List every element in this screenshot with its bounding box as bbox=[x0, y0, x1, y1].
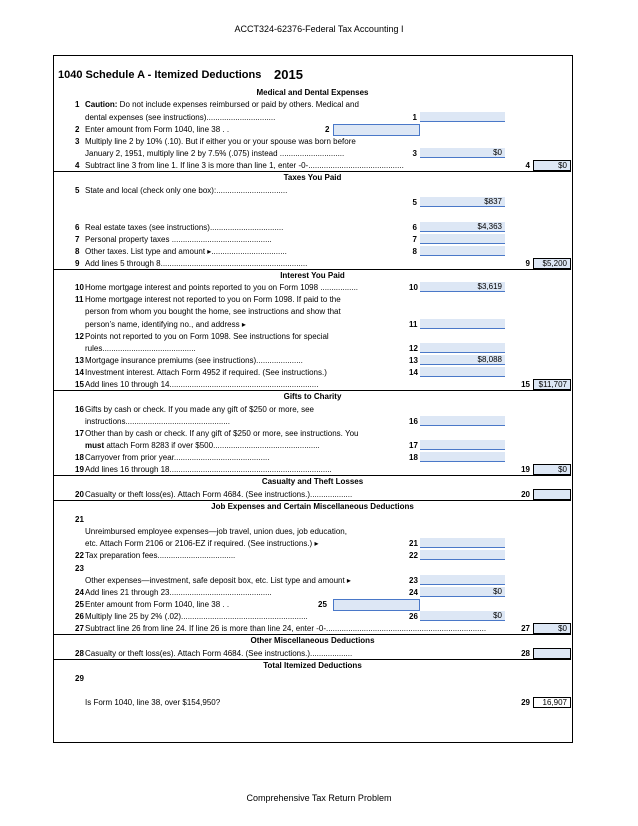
line-11-input[interactable] bbox=[420, 319, 505, 329]
line-12: 12 Points not reported to you on Form 1098. See instructions for special bbox=[75, 332, 329, 341]
line-26: 26 Multiply line 25 by 2% (.02)......................................................... 26 $0 bbox=[54, 611, 571, 622]
line-8: 8 Other taxes. List type and amount ▸.................................. 8 bbox=[54, 246, 571, 257]
line-28-input[interactable] bbox=[533, 648, 571, 659]
line-1: 1 Caution: Do not include expenses reimbursed or paid by others. Medical and bbox=[75, 100, 359, 109]
line-13: 13 Mortgage insurance premiums (see instructions)..................... 13 $8,088 bbox=[54, 355, 571, 366]
line-15-input[interactable]: $11,707 bbox=[533, 379, 571, 390]
section-job-expenses: Job Expenses and Certain Miscellaneous Deductions bbox=[211, 502, 414, 511]
form-title: 1040 Schedule A - Itemized Deductions bbox=[58, 69, 262, 81]
line-18-input[interactable] bbox=[420, 452, 505, 462]
line-29-input[interactable]: 16,907 bbox=[533, 697, 571, 708]
line-23-text: Other expenses—investment, safe deposit box, etc. List type and amount ▸ 23 bbox=[54, 575, 571, 586]
line-24: 24 Add lines 21 through 23.............................................. 24 $0 bbox=[54, 587, 571, 598]
line-17-input[interactable] bbox=[420, 440, 505, 450]
section-casualty: Casualty and Theft Losses bbox=[261, 477, 364, 486]
line-19: 19 Add lines 16 through 18......................................................................... 19 $0 bbox=[54, 464, 571, 476]
line-7-input[interactable] bbox=[420, 234, 505, 244]
line-21-cont: etc. Attach Form 2106 or 2106-EZ if required. (See instructions.) ▸ 21 bbox=[54, 538, 571, 549]
line-3-input[interactable]: $0 bbox=[420, 148, 505, 158]
line-9-input[interactable]: $5,200 bbox=[533, 258, 571, 269]
line-13-input[interactable]: $8,088 bbox=[420, 355, 505, 365]
line-26-input[interactable]: $0 bbox=[420, 611, 505, 621]
line-5-box: 5 $837 bbox=[54, 197, 571, 208]
line-7: 7 Personal property taxes ............................................. 7 bbox=[54, 234, 571, 245]
line-22: 22 Tax preparation fees................................... 22 bbox=[54, 550, 571, 561]
line-19-input[interactable]: $0 bbox=[533, 464, 571, 475]
section-gifts: Gifts to Charity bbox=[283, 392, 342, 401]
line-1-input[interactable] bbox=[420, 112, 505, 122]
line-16-input[interactable] bbox=[420, 416, 505, 426]
section-other-misc: Other Miscellaneous Deductions bbox=[250, 636, 375, 645]
section-interest: Interest You Paid bbox=[280, 271, 345, 280]
line-6: 6 Real estate taxes (see instructions)................................. 6 $4,363 bbox=[54, 222, 571, 233]
line-20-input[interactable] bbox=[533, 489, 571, 500]
line-14-input[interactable] bbox=[420, 367, 505, 377]
line-5-input[interactable]: $837 bbox=[420, 197, 505, 207]
line-24-input[interactable]: $0 bbox=[420, 587, 505, 597]
line-27-input[interactable]: $0 bbox=[533, 623, 571, 634]
line-21: 21 bbox=[75, 515, 84, 524]
line-11-cont1: person from whom you bought the home, see instructions and show that bbox=[85, 307, 341, 316]
line-11: 11 Home mortgage interest not reported to you on Form 1098. If paid to the bbox=[75, 295, 341, 304]
line-21-text: Unreimbursed employee expenses—job travel, union dues, job education, bbox=[85, 527, 347, 536]
line-17: 17 Other than by cash or check. If any gift of $250 or more, see instructions. You bbox=[75, 429, 359, 438]
page-footer: Comprehensive Tax Return Problem bbox=[246, 793, 392, 803]
line-22-input[interactable] bbox=[420, 550, 505, 560]
line-12-input[interactable] bbox=[420, 343, 505, 353]
line-5: 5 State and local (check only one box):................................ bbox=[75, 186, 288, 195]
line-29-text: Is Form 1040, line 38, over $154,950? 29 16,907 bbox=[54, 697, 571, 708]
line-21-input[interactable] bbox=[420, 538, 505, 548]
line-3-cont: January 2, 1951, multiply line 2 by 7.5% (.075) instead ............................. 3 $0 bbox=[54, 148, 571, 159]
line-4-input[interactable]: $0 bbox=[533, 160, 571, 171]
line-17-cont: must attach Form 8283 if over $500................................................ 17 bbox=[54, 440, 571, 451]
line-10-input[interactable]: $3,619 bbox=[420, 282, 505, 292]
line-3: 3 Multiply line 2 by 10% (.10). But if either you or your spouse was born before bbox=[75, 137, 356, 146]
line-8-input[interactable] bbox=[420, 246, 505, 256]
section-medical: Medical and Dental Expenses bbox=[256, 88, 369, 97]
line-14: 14 Investment interest. Attach Form 4952 if required. (See instructions.) 14 bbox=[54, 367, 571, 378]
line-16-cont: instructions............................................... 16 bbox=[54, 416, 571, 427]
line-25-input[interactable] bbox=[333, 599, 420, 611]
form-year: 2015 bbox=[274, 67, 303, 82]
line-23-input[interactable] bbox=[420, 575, 505, 585]
line-4: 4 Subtract line 3 from line 1. If line 3 is more than line 1, enter -0-........................................... 4 $0 bbox=[54, 160, 571, 172]
line-28: 28 Casualty or theft loss(es). Attach Form 4684. (See instructions.)................... 28 bbox=[54, 648, 571, 660]
line-25: 25 Enter amount from Form 1040, line 38 . . 25 bbox=[54, 599, 571, 610]
section-taxes: Taxes You Paid bbox=[283, 173, 342, 182]
page-header: ACCT324-62376-Federal Tax Accounting I bbox=[234, 24, 404, 34]
section-total: Total Itemized Deductions bbox=[263, 661, 362, 670]
line-20: 20 Casualty or theft loss(es). Attach Form 4684. (See instructions.)................... 20 bbox=[54, 489, 571, 501]
line-16: 16 Gifts by cash or check. If you made any gift of $250 or more, see bbox=[75, 405, 314, 414]
line-6-input[interactable]: $4,363 bbox=[420, 222, 505, 232]
line-29: 29 bbox=[75, 674, 84, 683]
line-2-input[interactable] bbox=[333, 124, 420, 136]
line-18: 18 Carryover from prior year........................................... 18 bbox=[54, 452, 571, 463]
line-10: 10 Home mortgage interest and points reported to you on Form 1098 ................. 10 $3,619 bbox=[54, 282, 571, 293]
line-23: 23 bbox=[75, 564, 84, 573]
line-15: 15 Add lines 10 through 14................................................................... 15 $11,707 bbox=[54, 379, 571, 391]
schedule-a-form bbox=[53, 55, 573, 743]
line-27: 27 Subtract line 26 from line 24. If line 26 is more than line 24, enter -0-........................................................................ 27 $0 bbox=[54, 623, 571, 635]
line-9: 9 Add lines 5 through 8.................................................................. 9 $5,200 bbox=[54, 258, 571, 270]
line-1-cont: dental expenses (see instructions)............................... 1 bbox=[54, 112, 571, 123]
line-11-cont2: person’s name, identifying no., and address ▸ 11 bbox=[54, 319, 571, 330]
line-12-cont: rules.......................................... 12 bbox=[54, 343, 571, 354]
line-2: 2 Enter amount from Form 1040, line 38 . . 2 bbox=[54, 124, 571, 135]
